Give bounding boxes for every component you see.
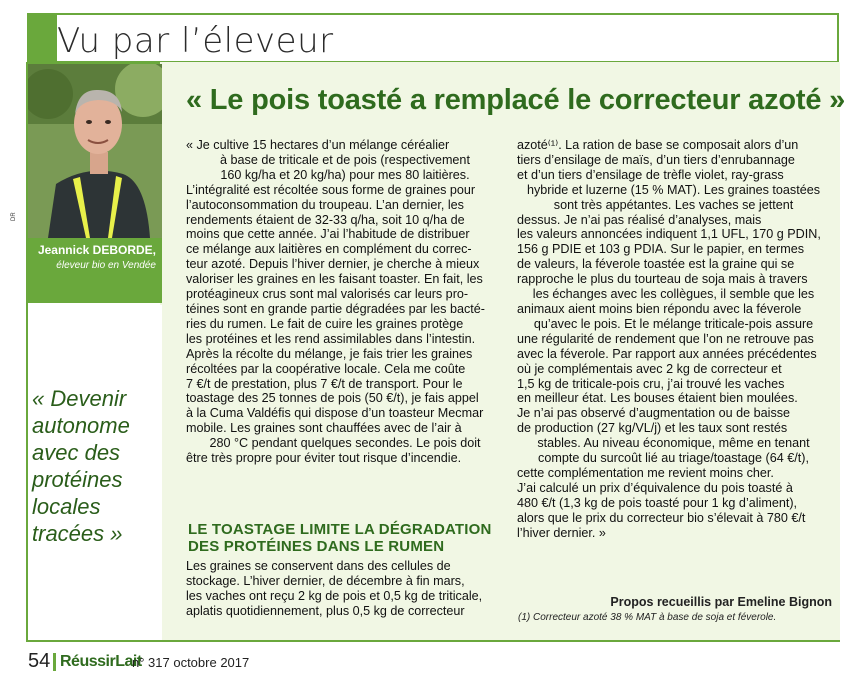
body-line: toastage des 25 tonnes de pois (50 €/t), je fais appel xyxy=(186,391,479,406)
body-line: Les graines se conservent dans des cellules de xyxy=(186,559,451,573)
pull-quote-line: tracées » xyxy=(32,521,123,546)
body-line: J’ai calculé un prix d’équivalence du pois toasté à xyxy=(517,480,793,495)
body-line: être très propre pour éviter tout risque d’incendie. xyxy=(186,451,462,466)
page-number: 54 xyxy=(28,650,51,672)
footer-divider xyxy=(53,653,56,671)
body-line: les échanges avec les collègues, il semble que les xyxy=(532,287,815,302)
section-header xyxy=(27,13,839,63)
body-line: 480 €/t (1,3 kg de pois toasté pour 1 kg d’aliment), xyxy=(517,495,798,510)
body-line: qu’avec le pois. Et le mélange triticale-pois assure xyxy=(533,316,814,331)
body-line: rendements étaient de 32-33 q/ha, soit 10 q/ha de xyxy=(186,212,465,227)
body-line: compte du surcoût lié au triage/toastage (64 €/t), xyxy=(538,451,809,466)
body-line: azoté⁽¹⁾. La ration de base se composait alors d’un xyxy=(517,138,799,152)
pull-quote xyxy=(32,385,162,547)
body-line: à la Cuma Valdéfis qui dispose d’un toasteur Mecmar xyxy=(186,406,484,421)
body-line: ries du rumen. Le fait de cuire les graines protège xyxy=(186,316,464,331)
photo-credit: DR xyxy=(11,212,17,221)
issue-info: n° 317 octobre 2017 xyxy=(132,655,250,670)
body-line: en meilleur état. Les bouses étaient bien moulées. xyxy=(517,391,798,406)
body-line: et d’un tiers d’ensilage de trèfle violet, ray-grass xyxy=(517,167,784,182)
body-column-left-continued xyxy=(186,559,504,619)
pull-quote-line: locales xyxy=(32,494,101,519)
body-line: stables. Au niveau économique, même en tenant xyxy=(537,436,810,451)
body-line: les vaches ont reçu 2 kg de pois et 0,5 kg de triticale, xyxy=(186,588,483,603)
body-column-left xyxy=(186,138,504,466)
body-line: de valeurs, la féverole toastée est la graine qui se xyxy=(517,257,795,272)
body-line: à base de triticale et de pois (respectivement xyxy=(220,152,470,167)
body-line: 156 g PDIE et 103 g PDIA. Sur le papier, en termes xyxy=(517,242,805,257)
body-line: ce mélange aux laitières en complément du correc- xyxy=(186,242,472,257)
body-line: l’autoconsommation du troupeau. L’an dernier, les xyxy=(186,197,464,212)
body-line: 1,5 kg de triticale-pois cru, j’ai trouvé les vaches xyxy=(517,376,785,391)
farmer-portrait-photo xyxy=(28,64,162,238)
section-title: Vu par l’éleveur xyxy=(57,21,334,61)
body-line: hybride et luzerne (15 % MAT). Les graines toastées xyxy=(526,182,821,197)
body-line: cette complémentation me revient moins cher. xyxy=(517,465,774,480)
pull-quote-line: protéines xyxy=(32,467,123,492)
portrait-caption xyxy=(28,238,162,303)
body-line: où je complémentais avec 2 kg de correcteur et xyxy=(517,361,782,376)
body-line: tiers d’ensilage de maïs, d’un tiers d’enrubannage xyxy=(517,152,795,167)
body-line: mobile. Les graines sont chauffées avec de l’air à xyxy=(186,421,462,436)
header-accent-block xyxy=(29,15,57,61)
body-line: l’hiver dernier. » xyxy=(517,525,606,540)
body-line: alors que le prix du correcteur bio s’élevait à 780 €/t xyxy=(517,510,806,525)
interviewee-role: éleveur bio en Vendée xyxy=(56,260,156,271)
body-line: téines sont en grande partie dégradées par les bacté- xyxy=(186,301,485,316)
body-line: une régularité de rendement que l’on ne retrouve pas xyxy=(517,331,814,346)
body-line: rapproche le plus du tourteau de soja mais à travers xyxy=(517,272,808,287)
body-line: « Je cultive 15 hectares d’un mélange céréalier xyxy=(186,138,450,152)
body-line: les valeurs annoncées indiquent 1,1 UFL, 170 g PDIN, xyxy=(517,227,821,242)
body-line: sont très appétantes. Les vaches se jettent xyxy=(553,197,794,212)
body-line: animaux aient moins bien répondu avec la féverole xyxy=(517,301,802,316)
body-column-right xyxy=(517,138,830,540)
subheading-line: LE TOASTAGE LIMITE LA DÉGRADATION xyxy=(188,521,492,538)
body-line: Après la récolte du mélange, je fais trier les graines xyxy=(186,346,473,361)
body-line: valoriser les graines en les faisant toaster. En fait, les xyxy=(186,272,483,287)
subheading-line: DES PROTÉINES DANS LE RUMEN xyxy=(188,538,445,555)
body-line: de production (27 kg/VL/j) et les taux sont restés xyxy=(517,421,788,436)
body-line: récoltées par la coopérative locale. Cela me coûte xyxy=(186,361,466,376)
body-line: 280 °C pendant quelques secondes. Le pois doit xyxy=(209,436,481,451)
body-line: avec la féverole. Par rapport aux années précédentes xyxy=(517,346,817,361)
body-line: Je n’ai pas observé d’augmentation ou de baisse xyxy=(517,406,791,421)
body-line: les protéines et les rend assimilables dans l’intestin. xyxy=(186,331,476,346)
article-byline: Propos recueillis par Emeline Bignon xyxy=(610,595,832,609)
body-line: L’intégralité est récoltée sous forme de graines pour xyxy=(186,182,476,197)
body-line: 7 €/t de prestation, plus 7 €/t de transport. Pour le xyxy=(186,376,463,391)
interviewee-name: Jeannick DEBORDE, xyxy=(37,243,156,257)
body-line: teur azoté. Depuis l’hiver dernier, je cherche à mieux xyxy=(186,257,480,272)
body-line: stockage. L’hiver dernier, de décembre à fin mars, xyxy=(186,573,465,588)
body-line: moins que cette année. J’ai l’habitude de distribuer xyxy=(186,227,470,242)
pull-quote-line: « Devenir xyxy=(32,386,127,411)
footnote: (1) Correcteur azoté 38 % MAT à base de soja et féverole. xyxy=(518,612,777,623)
body-line: protéagineux crus sont mal valorisés car leurs pro- xyxy=(186,287,469,302)
section-subheading xyxy=(188,521,508,555)
body-line: dessus. Je n’ai pas réalisé d’analyses, mais xyxy=(517,212,762,227)
pull-quote-line: avec des xyxy=(32,440,121,465)
article-headline: « Le pois toasté a remplacé le correcteur azoté » xyxy=(186,84,846,116)
magazine-logo: RéussirLait xyxy=(60,653,142,670)
body-line: aplatis quotidiennement, plus 0,5 kg de correcteur xyxy=(186,603,465,618)
pull-quote-line: autonome xyxy=(32,413,130,438)
body-line: 160 kg/ha et 20 kg/ha) pour mes 80 laitières. xyxy=(220,167,470,182)
